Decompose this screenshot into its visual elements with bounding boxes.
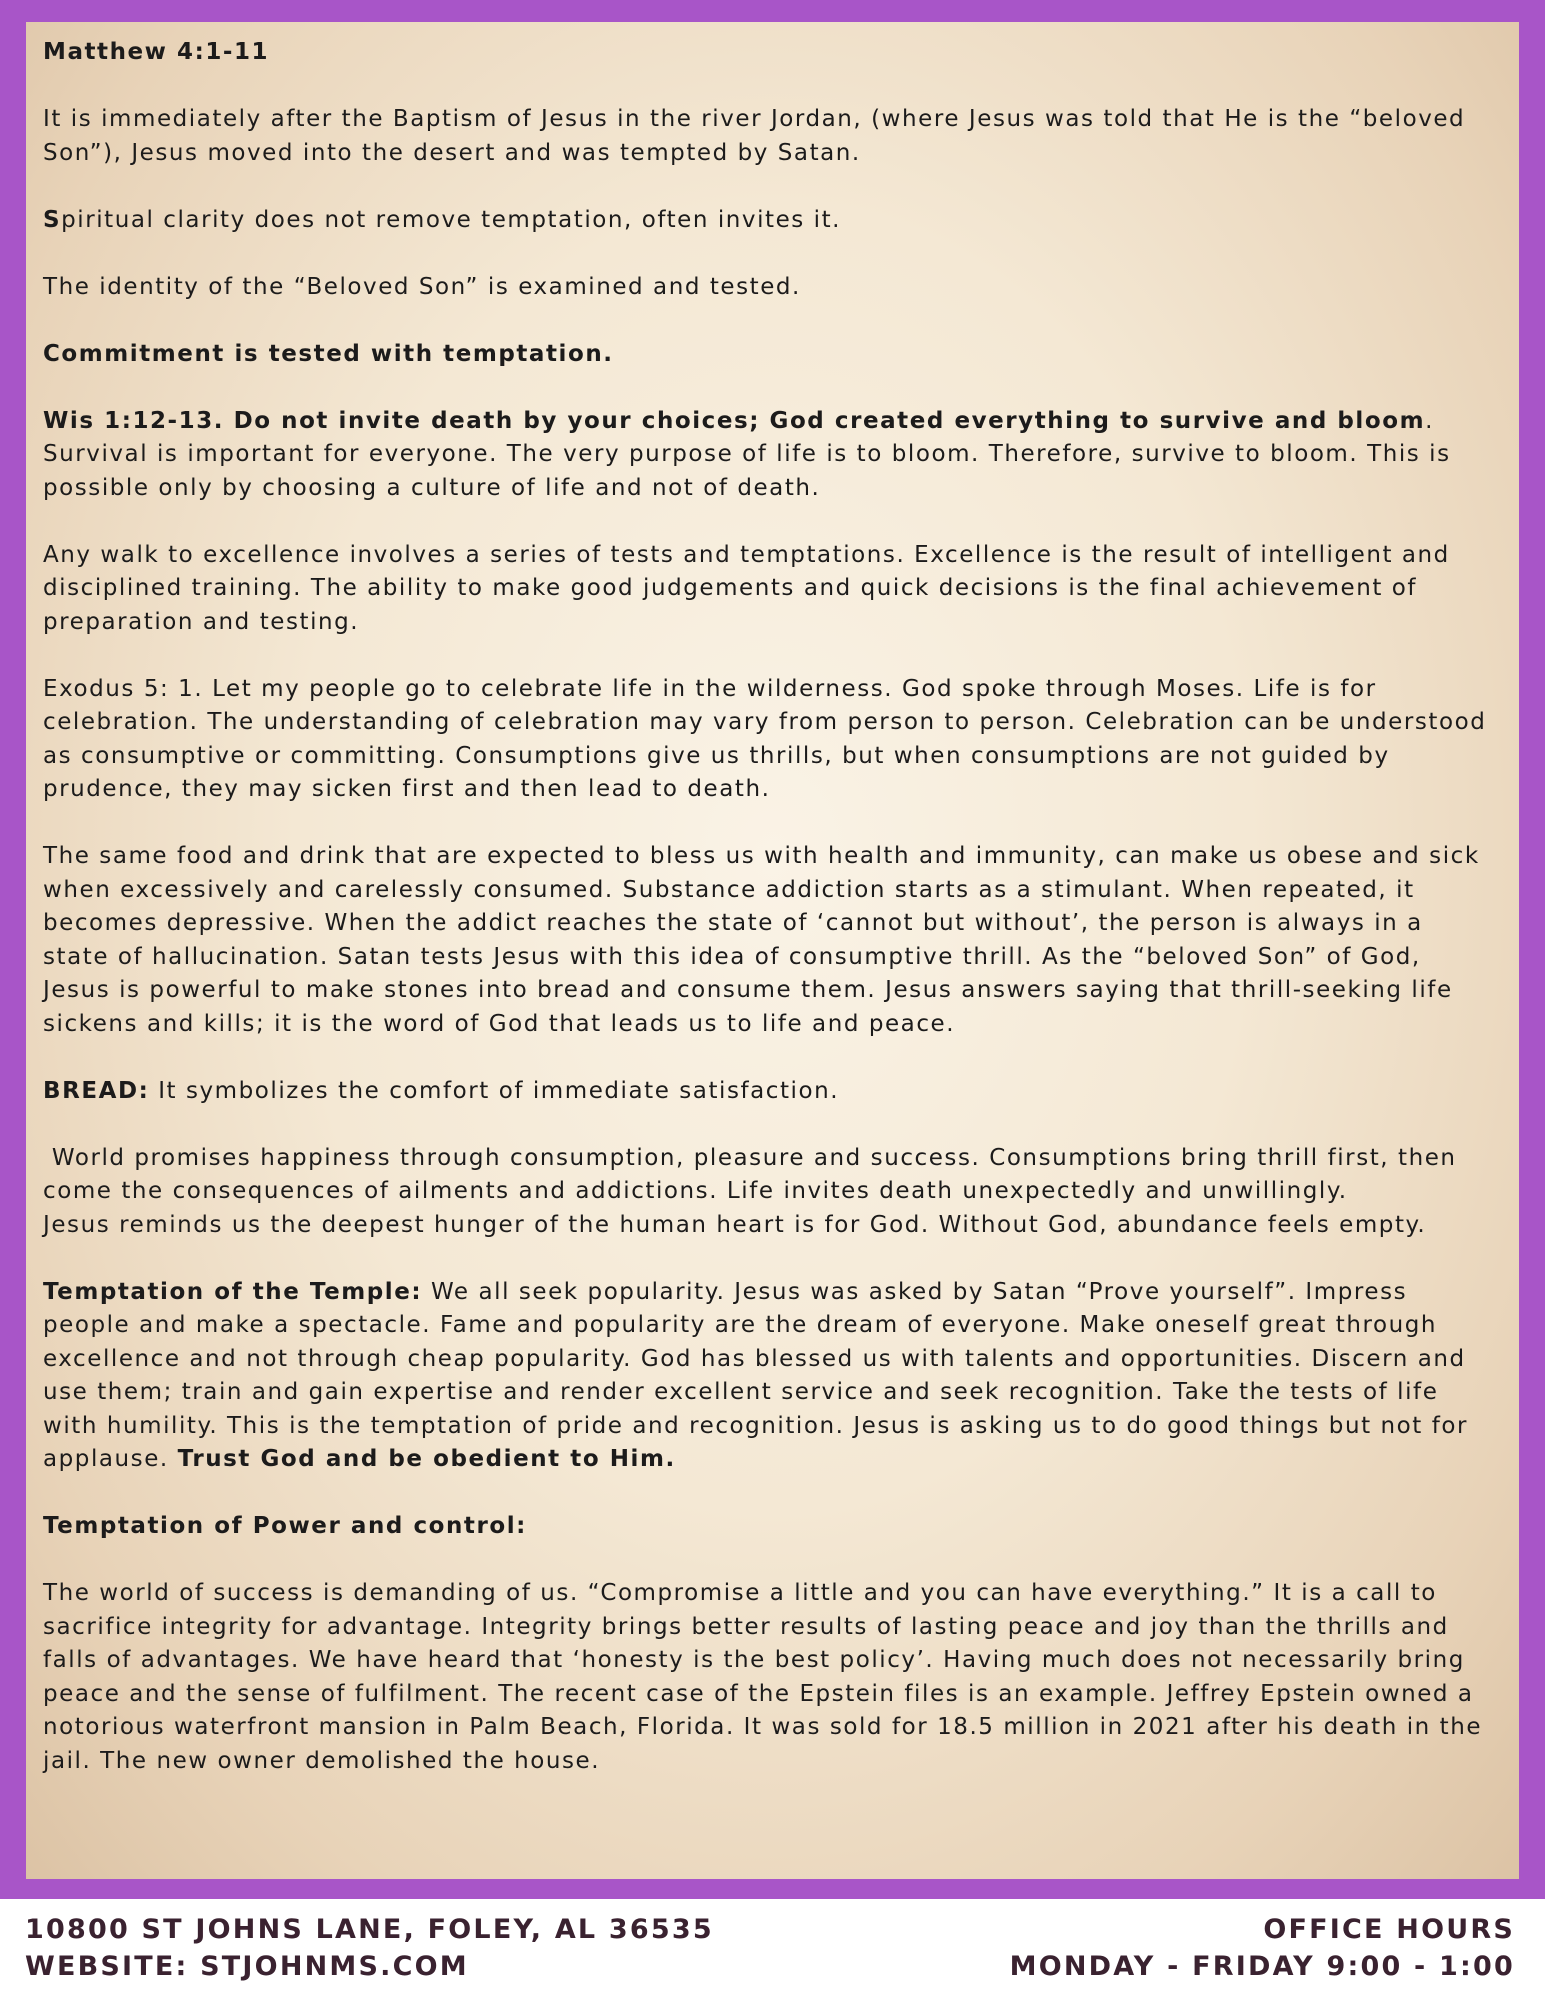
footer-office-hours	[1010, 1911, 1515, 1985]
heading-commitment: Commitment is tested with temptation.	[43, 340, 614, 367]
paragraph-wisdom	[43, 405, 1495, 506]
office-hours-value: MONDAY - FRIDAY 9:00 - 1:00	[1009, 1951, 1515, 1982]
paragraph-deepest-hunger: Jesus reminds us the deepest hunger of the human heart is for God. Without God, abundance feels empty.	[43, 1211, 1427, 1238]
page-title: Matthew 4:1-11	[43, 39, 270, 65]
paragraph-excellence: Any walk to excellence involves a series of tests and temptations. Excellence is the result of intelligent and disciplined training. The ability to make good judgements and quick decisions is the final achievement of preparation and testing.	[43, 541, 1450, 635]
footer-contact	[25, 1911, 714, 1985]
footer-address: 10800 ST JOHNS LANE, FOLEY, AL 36535	[25, 1914, 714, 1945]
paragraph-food-and-drink: The same food and drink that are expected to bless us with health and immunity, can make us obese and sick when excessively and carelessly consumed. Substance addiction starts as a stimulant. When repeated, it becomes depressive. When the addict reaches the state of ‘cannot but without’, the person is always in a state of hallucination. Satan tests Jesus with this idea of consumptive thrill. As the “beloved Son” of God, Jesus is powerful to make stones into bread and consume them. Jesus answers saying that thrill-seeking life sickens and kills; it is the word of God that leads us to life and peace.	[43, 843, 1480, 1037]
paragraph-world-promises: World promises happiness through consumption, pleasure and success. Consumptions bring thrill first, then come the consequences of ailments and addictions. Life invites death unexpectedly and unwillingly.	[43, 1144, 1466, 1204]
paragraph-temple	[43, 1276, 1495, 1477]
paragraph-exodus: Exodus 5: 1. Let my people go to celebrate life in the wilderness. God spoke through Moses. Life is for celebration. The understanding of celebration may vary from person to person. Celebration can be understood as consumptive or committing. Consumptions give us thrills, but when consumptions are not guided by prudence, they may sicken first and then lead to death.	[43, 675, 1487, 802]
paragraph-bread	[43, 1075, 1495, 1109]
paragraph-baptism: It is immediately after the Baptism of Jesus in the river Jordan, (where Jesus was told that He is the “beloved Son”), Jesus moved into the desert and was tempted by Satan.	[43, 106, 1466, 166]
bulletin-page	[26, 22, 1519, 1879]
footer-bar	[0, 1899, 1545, 2000]
heading-power-and-control: Temptation of Power and control:	[43, 1513, 527, 1539]
paragraph-text: We all seek popularity. Jesus was asked by Satan “Prove yourself”. Impress people and make a spectacle. Fame and popularity are the dream of everyone. Make oneself great through excellence and not through cheap popularity. God has blessed us with talents and opportunities. Discern and use them; train and gain expertise and render excellent service and seek recognition. Take the tests of life with humility. This is the temptation of pride and recognition. Jesus is asking us to do good things but not for applause.	[43, 1278, 1468, 1472]
paragraph-text: It symbolizes the comfort of immediate satisfaction.	[149, 1077, 840, 1104]
drop-initial: S	[43, 206, 62, 233]
trust-god-emphasis: Trust God and be obedient to Him.	[177, 1446, 676, 1472]
temple-label: Temptation of the Temple:	[43, 1278, 423, 1305]
paragraph-spiritual-clarity	[43, 204, 1495, 238]
office-hours-label: OFFICE HOURS	[1263, 1914, 1515, 1945]
paragraph-text: piritual clarity does not remove temptation, often invites it.	[61, 206, 842, 233]
bread-label: BREAD:	[43, 1077, 150, 1104]
footer-website: WEBSITE: STJOHNMS.COM	[25, 1951, 469, 1982]
paragraph-world-of-success: The world of success is demanding of us. “Compromise a little and you can have everything.” It is a call to sacrifice integrity for advantage. Integrity brings better results of lasting peace and joy than the thrills and falls of advantages. We have heard that ‘honesty is the best policy’. Having much does not necessarily bring peace and the sense of fulfilment. The recent case of the Epstein files is an example. Jeffrey Epstein owned a notorious waterfront mansion in Palm Beach, Florida. It was sold for 18.5 million in 2021 after his death in the jail. The new owner demolished the house.	[43, 1580, 1483, 1774]
wisdom-reference: Wis 1:12-13. Do not invite death by your choices; God created everything to survive and bloom	[43, 407, 1426, 434]
paragraph-identity: The identity of the “Beloved Son” is examined and tested.	[43, 273, 801, 300]
paragraph-text: . Survival is important for everyone. The very purpose of life is to bloom. Therefore, survive to bloom. This is possible only by choosing a culture of life and not of death.	[43, 407, 1451, 501]
